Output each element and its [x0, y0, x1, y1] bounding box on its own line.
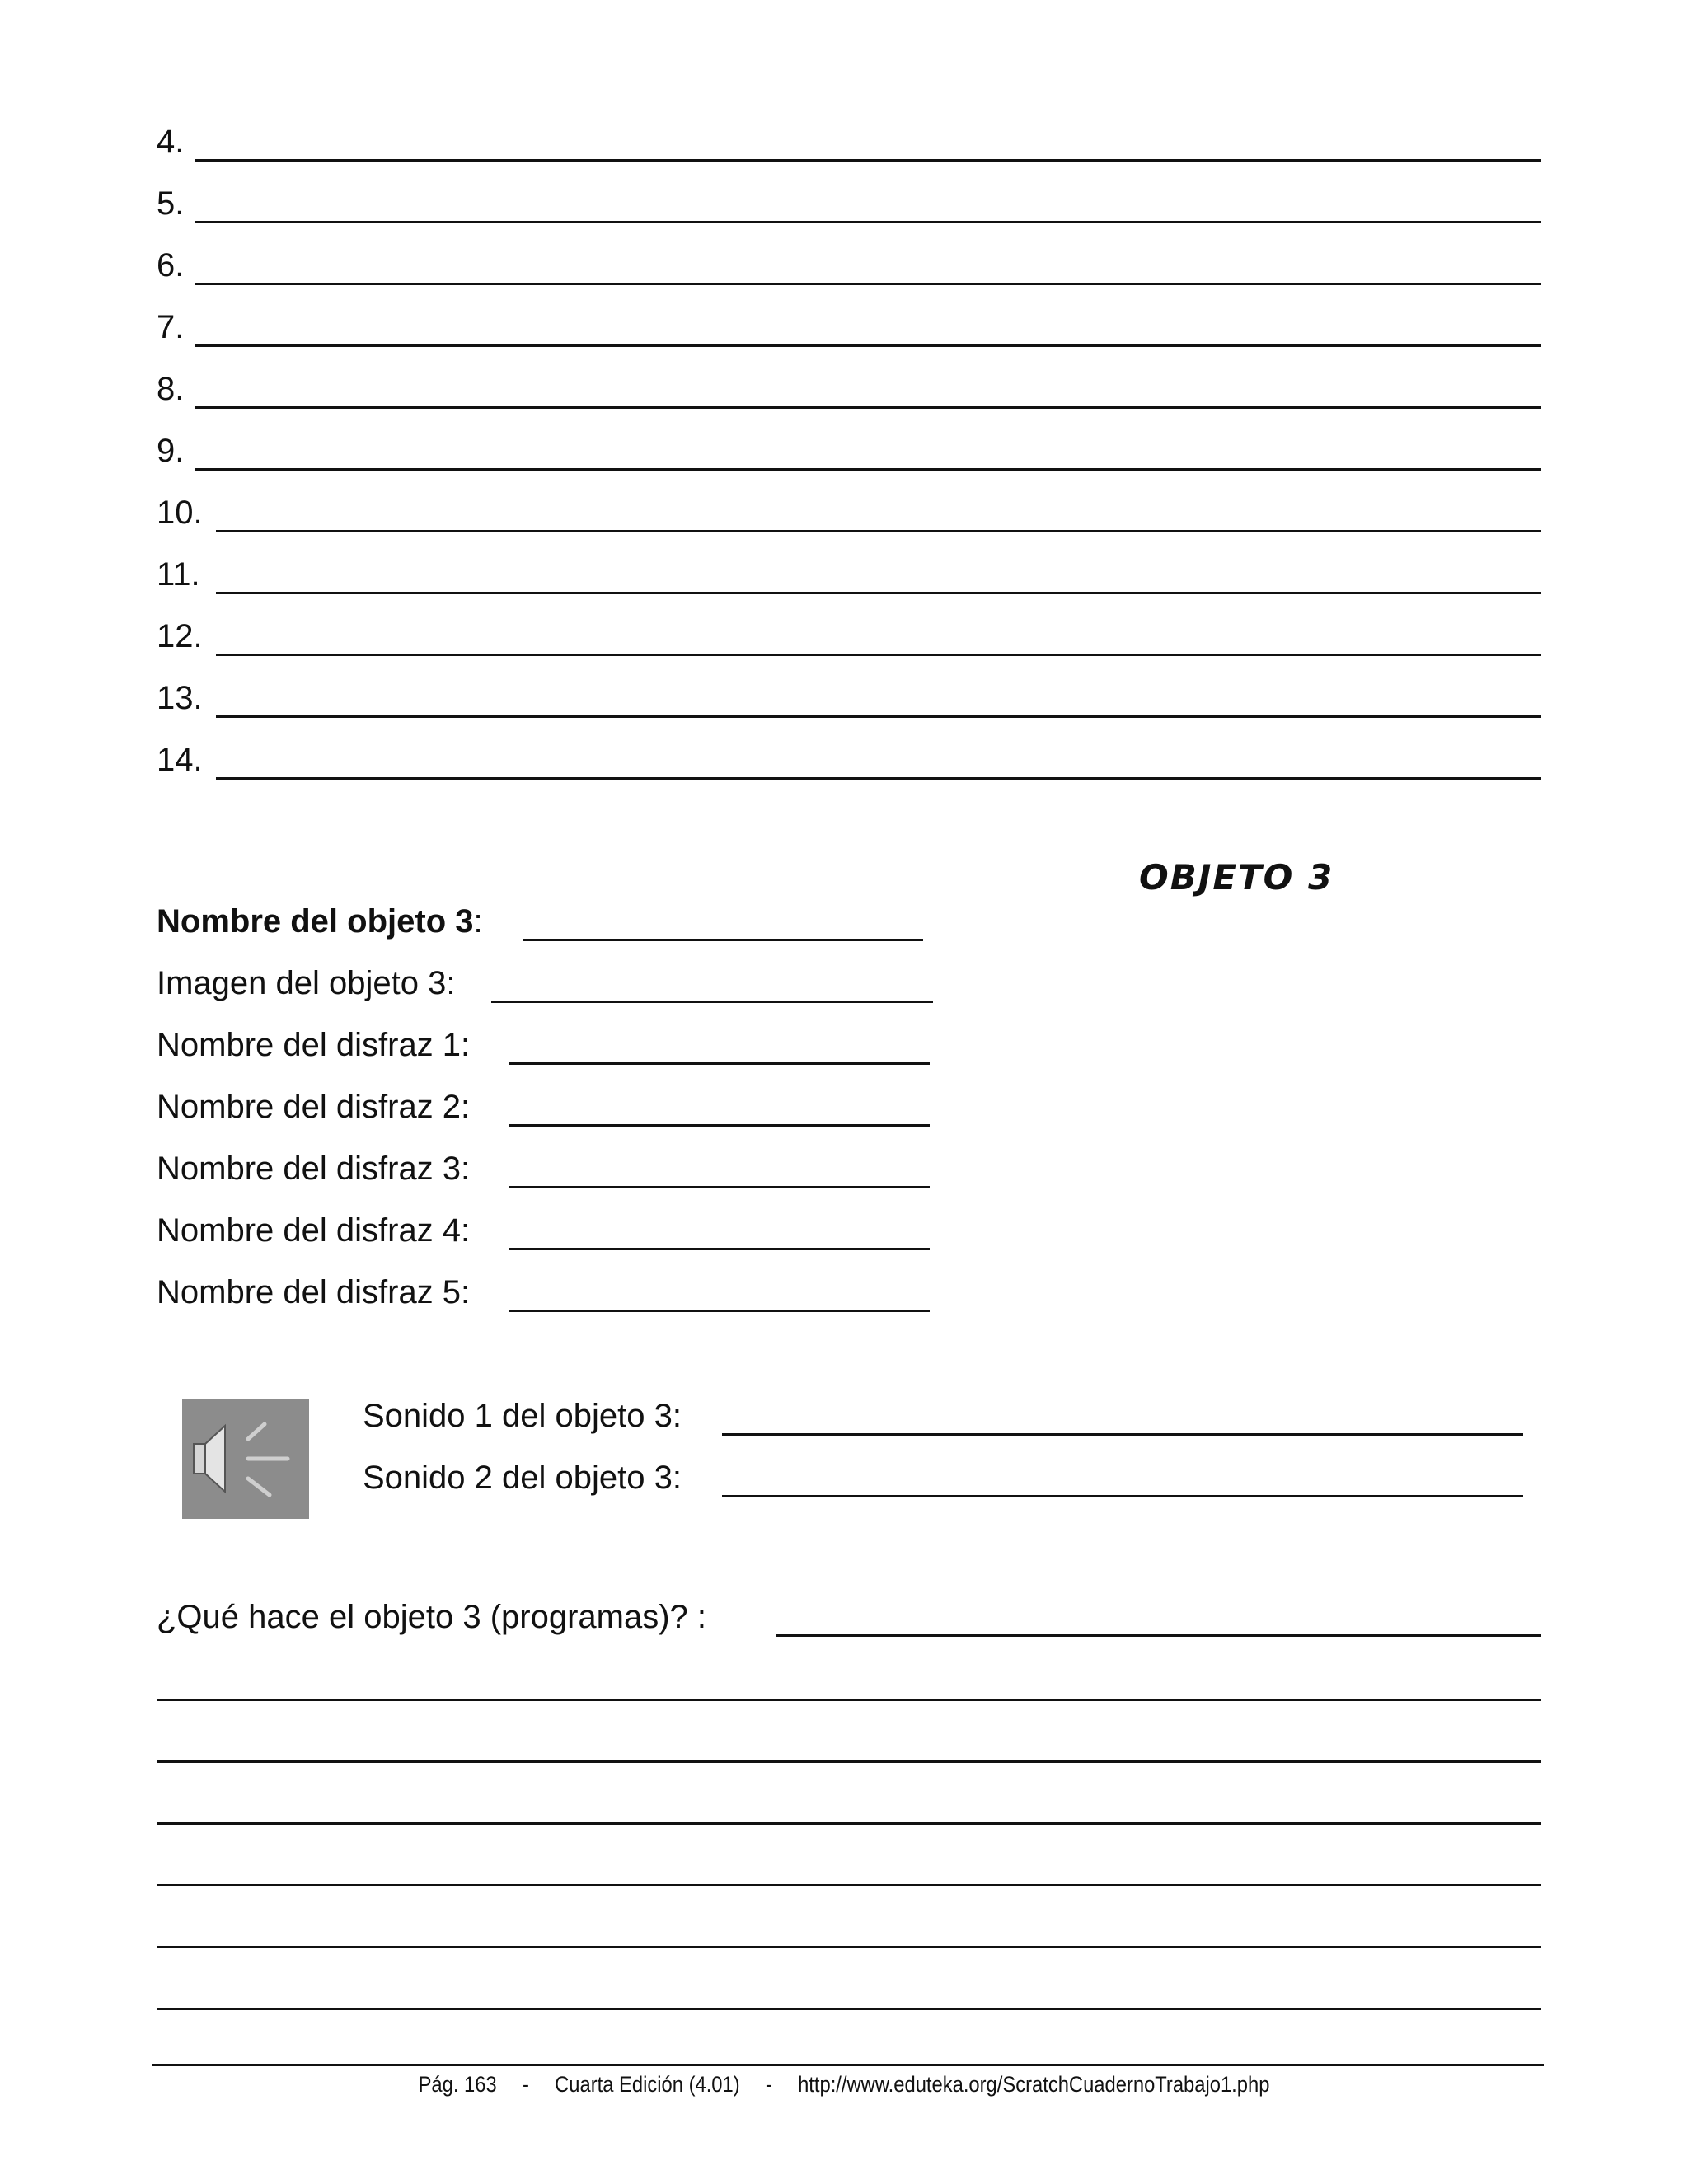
- line-number: 11.: [157, 556, 200, 593]
- answer-line-8: [157, 359, 1541, 409]
- sound-2-label: Sonido 2 del objeto 3:: [363, 1460, 682, 1496]
- page-footer: [101, 2072, 1587, 2097]
- answer-line-5: [157, 174, 1541, 223]
- answer-line-6: [157, 236, 1541, 285]
- question-label: ¿Qué hace el objeto 3 (programas)? :: [157, 1599, 707, 1635]
- footer-url: http://www.eduteka.org/ScratchCuadernoTrabajo1.php: [798, 2072, 1270, 2097]
- answer-rule: [491, 1001, 933, 1003]
- sound-1-label: Sonido 1 del objeto 3:: [363, 1398, 682, 1434]
- answer-line-12: [157, 607, 1541, 656]
- costume-3-label: Nombre del disfraz 3:: [157, 1151, 471, 1187]
- line-number: 4.: [157, 124, 185, 160]
- line-number: 6.: [157, 247, 185, 284]
- line-number: 9.: [157, 433, 185, 469]
- answer-rule: [722, 1433, 1523, 1436]
- answer-line-4: [157, 112, 1541, 162]
- costume-2-label: Nombre del disfraz 2:: [157, 1089, 471, 1125]
- line-number: 10.: [157, 494, 203, 531]
- answer-rule: [195, 283, 1541, 285]
- answer-line-9: [157, 421, 1541, 471]
- costume-1-field: [157, 1019, 930, 1065]
- line-number: 13.: [157, 680, 203, 716]
- costume-3-field: [157, 1142, 930, 1188]
- footer-page-number: Pág. 163: [418, 2072, 497, 2097]
- line-number: 8.: [157, 371, 185, 407]
- answer-rule: [509, 1248, 930, 1250]
- writing-line: [157, 1946, 1541, 1948]
- question-field: [157, 1591, 1541, 1637]
- answer-line-10: [157, 483, 1541, 532]
- answer-rule: [776, 1634, 1541, 1637]
- line-number: 7.: [157, 309, 185, 345]
- answer-rule: [216, 654, 1541, 656]
- answer-line-7: [157, 298, 1541, 347]
- line-number: 5.: [157, 185, 185, 222]
- answer-rule: [195, 221, 1541, 223]
- object-image-field: [157, 957, 933, 1003]
- object-name-colon: :: [473, 903, 483, 940]
- sound-1-field: [363, 1390, 1523, 1436]
- answer-rule: [509, 1310, 930, 1312]
- answer-line-13: [157, 668, 1541, 718]
- writing-line: [157, 1884, 1541, 1886]
- answer-rule: [195, 406, 1541, 409]
- answer-line-11: [157, 545, 1541, 594]
- answer-rule: [722, 1495, 1523, 1497]
- footer-rule: [152, 2064, 1544, 2066]
- footer-edition: Cuarta Edición (4.01): [555, 2072, 740, 2097]
- section-heading: OBJETO 3: [1139, 857, 1334, 898]
- answer-line-14: [157, 730, 1541, 780]
- line-number: 14.: [157, 742, 203, 778]
- writing-line: [157, 1760, 1541, 1763]
- answer-rule: [523, 939, 923, 941]
- writing-line: [157, 1822, 1541, 1825]
- answer-rule: [216, 715, 1541, 718]
- costume-2-field: [157, 1080, 930, 1127]
- costume-4-field: [157, 1204, 930, 1250]
- answer-rule: [195, 468, 1541, 471]
- object-image-label: Imagen del objeto 3:: [157, 965, 456, 1001]
- answer-rule: [216, 777, 1541, 780]
- costume-1-label: Nombre del disfraz 1:: [157, 1027, 471, 1063]
- object-name-field: [157, 895, 923, 941]
- answer-rule: [509, 1186, 930, 1188]
- answer-rule: [216, 592, 1541, 594]
- object-name-bold: Nombre del objeto 3: [157, 903, 474, 940]
- answer-rule: [509, 1062, 930, 1065]
- writing-line: [157, 1699, 1541, 1701]
- answer-rule: [216, 530, 1541, 532]
- costume-4-label: Nombre del disfraz 4:: [157, 1212, 471, 1249]
- costume-5-field: [157, 1266, 930, 1312]
- costume-5-label: Nombre del disfraz 5:: [157, 1274, 471, 1310]
- speaker-icon: [182, 1399, 309, 1519]
- footer-separator: -: [522, 2072, 529, 2097]
- writing-line: [157, 2008, 1541, 2010]
- line-number: 12.: [157, 618, 203, 654]
- answer-rule: [195, 159, 1541, 162]
- sound-2-field: [363, 1451, 1523, 1497]
- answer-rule: [509, 1124, 930, 1127]
- object-name-label: [157, 905, 483, 938]
- answer-rule: [195, 344, 1541, 347]
- footer-separator: -: [765, 2072, 772, 2097]
